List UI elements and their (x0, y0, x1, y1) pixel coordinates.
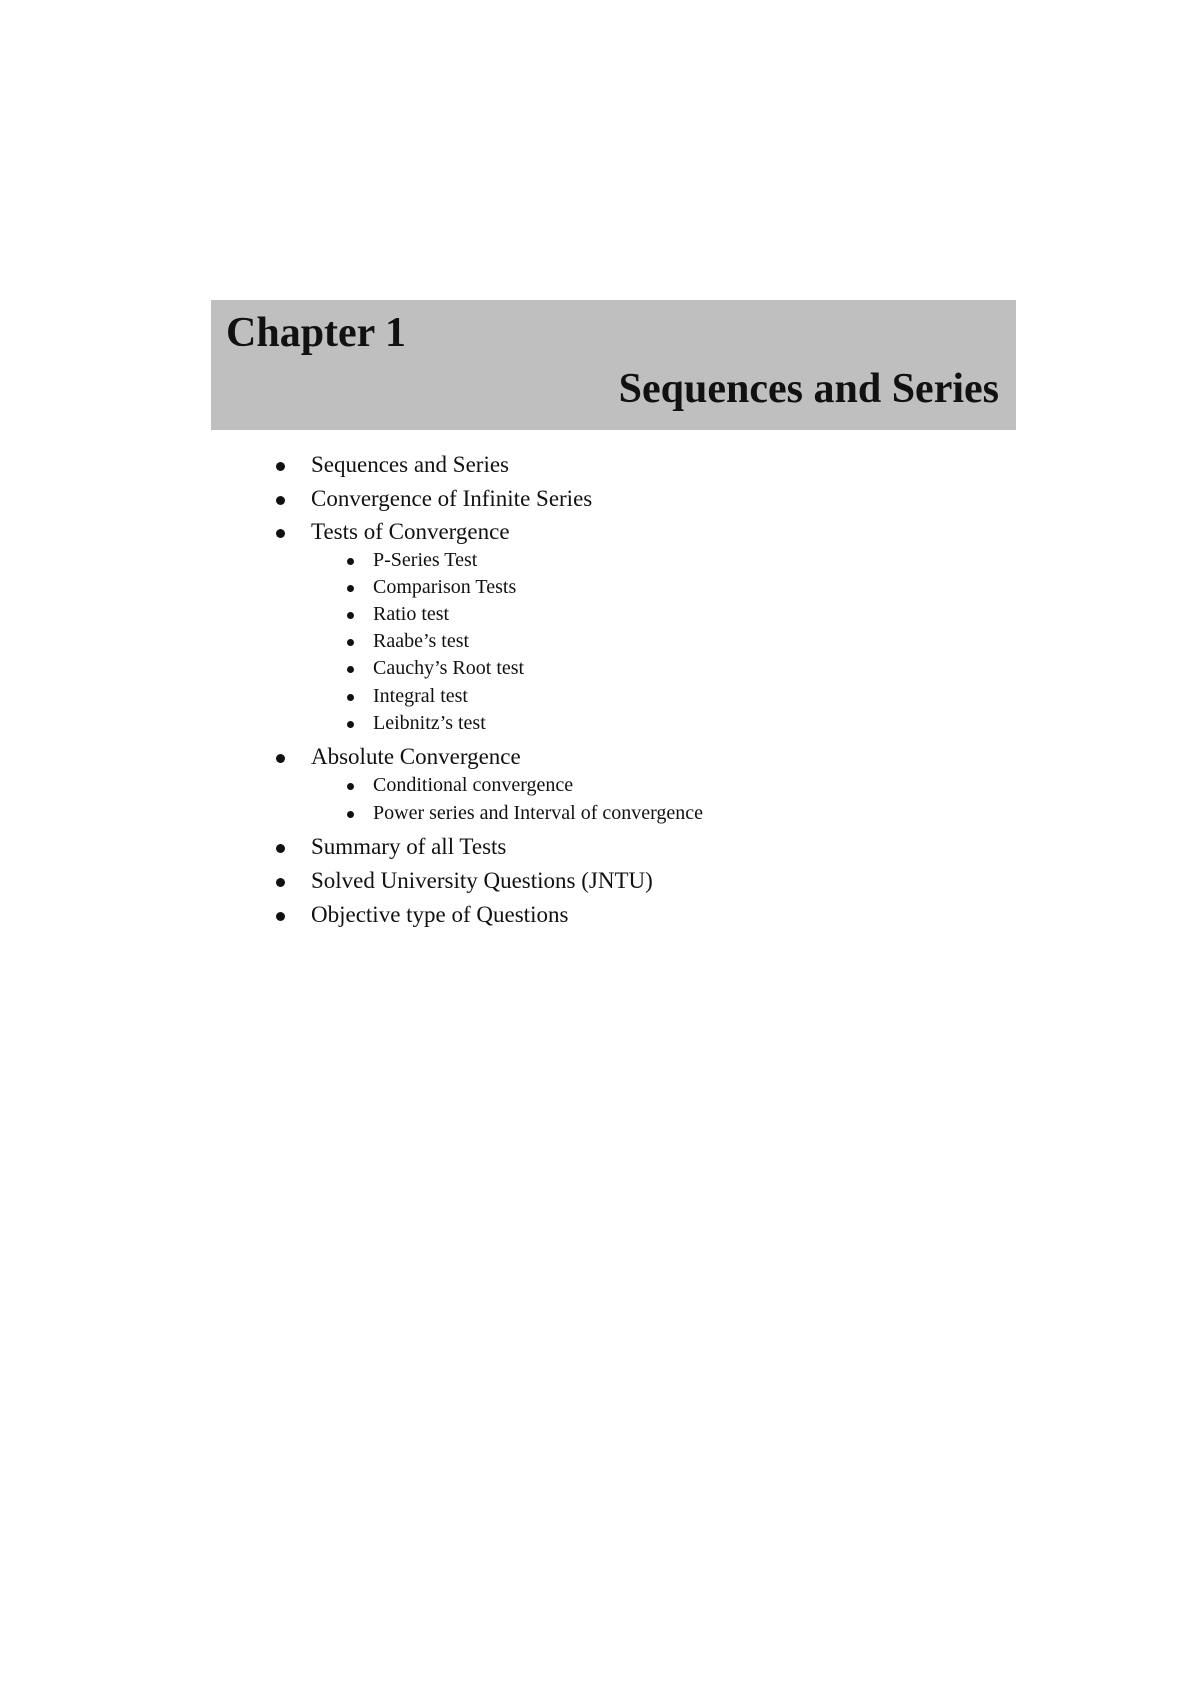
bullet-icon (276, 844, 285, 853)
bullet-icon (276, 496, 285, 505)
toc-item-solved-university-questions (276, 869, 653, 892)
toc-item-absolute-convergence (276, 745, 521, 768)
bullet-icon (347, 783, 354, 790)
toc-item-label: Tests of Convergence (311, 519, 510, 544)
toc-subitem-label: Cauchy’s Root test (373, 657, 525, 679)
bullet-icon (276, 912, 285, 921)
toc-item-convergence-of-infinite-series (276, 487, 592, 510)
bullet-icon (347, 694, 354, 701)
bullet-icon (276, 878, 285, 887)
toc-subitem-ratio-test (347, 604, 449, 624)
toc-item-sequences-and-series (276, 453, 509, 476)
chapter-label: Chapter 1 (226, 310, 407, 356)
bullet-icon (347, 666, 354, 673)
toc-subitem-label: Integral test (373, 685, 468, 707)
toc-subitem-label: Conditional convergence (373, 774, 574, 796)
bullet-icon (347, 612, 354, 619)
toc-item-label: Solved University Questions (JNTU) (311, 868, 653, 893)
toc-item-summary-of-all-tests (276, 835, 506, 858)
toc-subitem-raabes-test (347, 631, 469, 651)
toc-item-label: Convergence of Infinite Series (311, 486, 593, 511)
toc-subitem-cauchys-root-test (347, 658, 524, 678)
bullet-icon (347, 811, 354, 818)
toc-subitem-label: Raabe’s test (373, 630, 470, 652)
toc-item-label: Sequences and Series (311, 452, 509, 477)
bullet-icon (276, 754, 285, 763)
toc-item-label: Absolute Convergence (311, 744, 521, 769)
toc-item-tests-of-convergence (276, 520, 510, 543)
bullet-icon (347, 721, 354, 728)
toc-subitem-integral-test (347, 686, 468, 706)
toc-item-label: Summary of all Tests (311, 834, 507, 859)
toc-item-label: Objective type of Questions (311, 902, 569, 927)
toc-subitem-label: Comparison Tests (373, 576, 517, 598)
toc-subitem-conditional-convergence (347, 775, 573, 795)
bullet-icon (347, 585, 354, 592)
toc-subitem-comparison-tests (347, 577, 516, 597)
toc-subitem-label: Leibnitz’s test (373, 712, 486, 734)
toc-subitem-label: P-Series Test (373, 549, 478, 571)
toc-item-objective-type-questions (276, 903, 568, 926)
toc-subitem-p-series-test (347, 550, 477, 570)
bullet-icon (276, 462, 285, 471)
bullet-icon (276, 529, 285, 538)
toc-subitem-label: Power series and Interval of convergence (373, 802, 704, 824)
bullet-icon (347, 639, 354, 646)
chapter-title: Sequences and Series (618, 366, 999, 412)
toc-subitem-label: Ratio test (373, 603, 450, 625)
bullet-icon (347, 558, 354, 565)
toc-subitem-power-series (347, 803, 703, 823)
toc-subitem-leibnitzs-test (347, 713, 486, 733)
